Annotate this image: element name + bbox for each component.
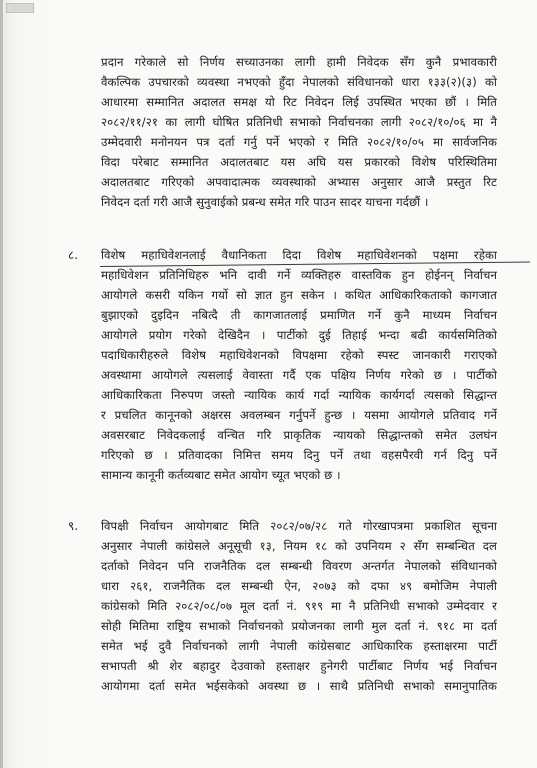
paragraph-line: आयोगले प्रयोग गरेको देखिदैन । पार्टीको दुई तिहाई भन्दा बढी कार्यसमितिको	[101, 328, 497, 342]
paragraph-line: धारा २६१, राजनैतिक दल सम्बन्धी ऐन, २०७३ को दफा ४९ बमोजिम नेपाली	[101, 579, 497, 593]
scanner-stamp	[6, 3, 34, 13]
paragraph-9	[101, 516, 497, 696]
paragraph-line: २०८२/११/२१ का लागी घोषित प्रतिनिधी सभाको निर्वाचनका लागी २०८२/१०/०६ मा नै	[101, 115, 497, 129]
paragraph-line: अनुसार नेपाली कांग्रेसले अनूसूची १३, नियम १८ को उपनियम २ सँग सम्बन्धित दल	[101, 539, 497, 553]
paragraph-line: अदालतबाट गरिएको अपवादात्मक व्यवस्थाको अभ्यास अनुसार आजै प्रस्तुत रिट	[101, 175, 497, 189]
paragraph-number: ९.	[68, 519, 79, 533]
paragraph-line: पदाधिकारीहरुले विशेष महाधिवेशनको विपक्षमा रहेको स्पस्ट जानकारी गराएको	[101, 348, 497, 362]
paragraph-line: दर्ताको निवेदन पनि राजनैतिक दल सम्बन्धी विवरण अन्तर्गत नेपालको संविधानको	[101, 559, 497, 573]
paragraph-line: महाधिवेशन प्रतिनिधिहरु भनि दावी गर्ने व्यक्तिहरु वास्तविक हुन होईनन् निर्वाचन	[101, 268, 497, 282]
paragraph-line: विशेष महाधिवेशनलाई वैधानिकता दिदा विशेष महाधिवेशनको पक्षमा रहेका	[101, 248, 497, 262]
paragraph-line: सामान्य कानूनी कर्तव्यबाट समेत आयोग च्यूत भएको छ ।	[101, 468, 341, 482]
paragraph-8	[101, 245, 497, 485]
paragraph-line: अवस्थामा आयोगले त्यसलाई वेवास्ता गर्दै एक पक्षिय निर्णय गरेको छ । पार्टीको	[101, 368, 497, 382]
paragraph-line: आयोगले कसरी यकिन गर्यो सो ज्ञात हुन सकेन । कथित आधिकारिकताको कागजात	[101, 288, 497, 302]
paragraph-line: विपक्षी निर्वाचन आयोगबाट मिति २०८२/०७/२८ गते गोरखापत्रमा प्रकाशित सूचना	[101, 519, 497, 533]
paragraph-line: प्रदान गरेकाले सो निर्णय सच्याउनका लागी हामी निवेदक सँग कुनै प्रभावकारी	[101, 55, 497, 69]
paragraph-line: अवसरबाट निवेदकलाई वन्चित गरि प्राकृतिक न्यायको सिद्धान्तको समेत उलघंन	[101, 428, 497, 442]
paragraph-line: वैकल्पिक उपचारको व्यवस्था नभएको हुँदा नेपालको संविधानको धारा १३३(२)(३) को	[101, 75, 497, 89]
paragraph-line: कांग्रेसको मिति २०८२/०८/०७ मूल दर्ता नं. ९१९ मा नै प्रतिनिधी सभाको उम्मेदवार र	[101, 599, 497, 613]
paragraph-line: सोही मितिमा राष्ट्रिय सभाको निर्वाचनको प्रयोजनका लागी मुल दर्ता नं. ९१८ मा दर्ता	[101, 619, 497, 633]
paragraph-line: आधारमा सम्मानित अदालत समक्ष यो रिट निवेदन लिई उपस्थित भएका छौं । मिति	[101, 95, 497, 109]
paragraph-line: समेत भई दुवै निर्वाचनको लागी नेपाली कांग्रेसबाट आधिकारिक हस्ताक्षरमा पार्टी	[101, 639, 497, 653]
paragraph-line: आयोगमा दर्ता समेत भईसकेको अवस्था छ । साथै प्रतिनिधी सभाको समानुपातिक	[101, 679, 497, 693]
paragraph-line: विदा परेबाट सम्मानित अदालतबाट यस अघि यस प्रकारको विशेष परिस्थितिमा	[101, 155, 497, 169]
page-edge-shadow	[0, 0, 3, 768]
paragraph-number: ८.	[68, 248, 79, 262]
paragraph-intro	[101, 52, 497, 212]
paragraph-line: सभापती श्री शेर बहादुर देउवाको हस्ताक्षर हुनेगरी पार्टीबाट निर्णय भई निर्वाचन	[101, 659, 497, 673]
paragraph-line: निवेदन दर्ता गरी आजै सुनुवाईको प्रबन्ध समेत गरि पाउन सादर याचना गर्दछौं ।	[101, 195, 429, 209]
paragraph-line: गरिएको छ । प्रतिवादका निमित्त समय दिनु पर्ने तथा वहसपैरवी गर्न दिनु पर्ने	[101, 448, 497, 462]
paragraph-line: र प्रचलित कानूनको अक्षरस अवलम्बन गर्नुपर्ने हुन्छ । यसमा आयोगले प्रतिवाद गर्ने	[101, 408, 497, 422]
paragraph-line: उम्मेदवारी मनोनयन पत्र दर्ता गर्नु पर्ने भएको र मिति २०८२/१०/०५ मा सार्वजनिक	[101, 135, 497, 149]
paragraph-line: आधिकारिकता निरुपण जस्तो न्यायिक कार्य गर्दा न्यायिक कार्यगर्दा त्यसको सिद्धान्त	[101, 388, 497, 402]
paragraph-line: बुझाएको दुइदिन नबित्दै ती कागजातलाई प्रमाणित गर्ने कुनै माध्यम निर्वाचन	[101, 308, 497, 322]
